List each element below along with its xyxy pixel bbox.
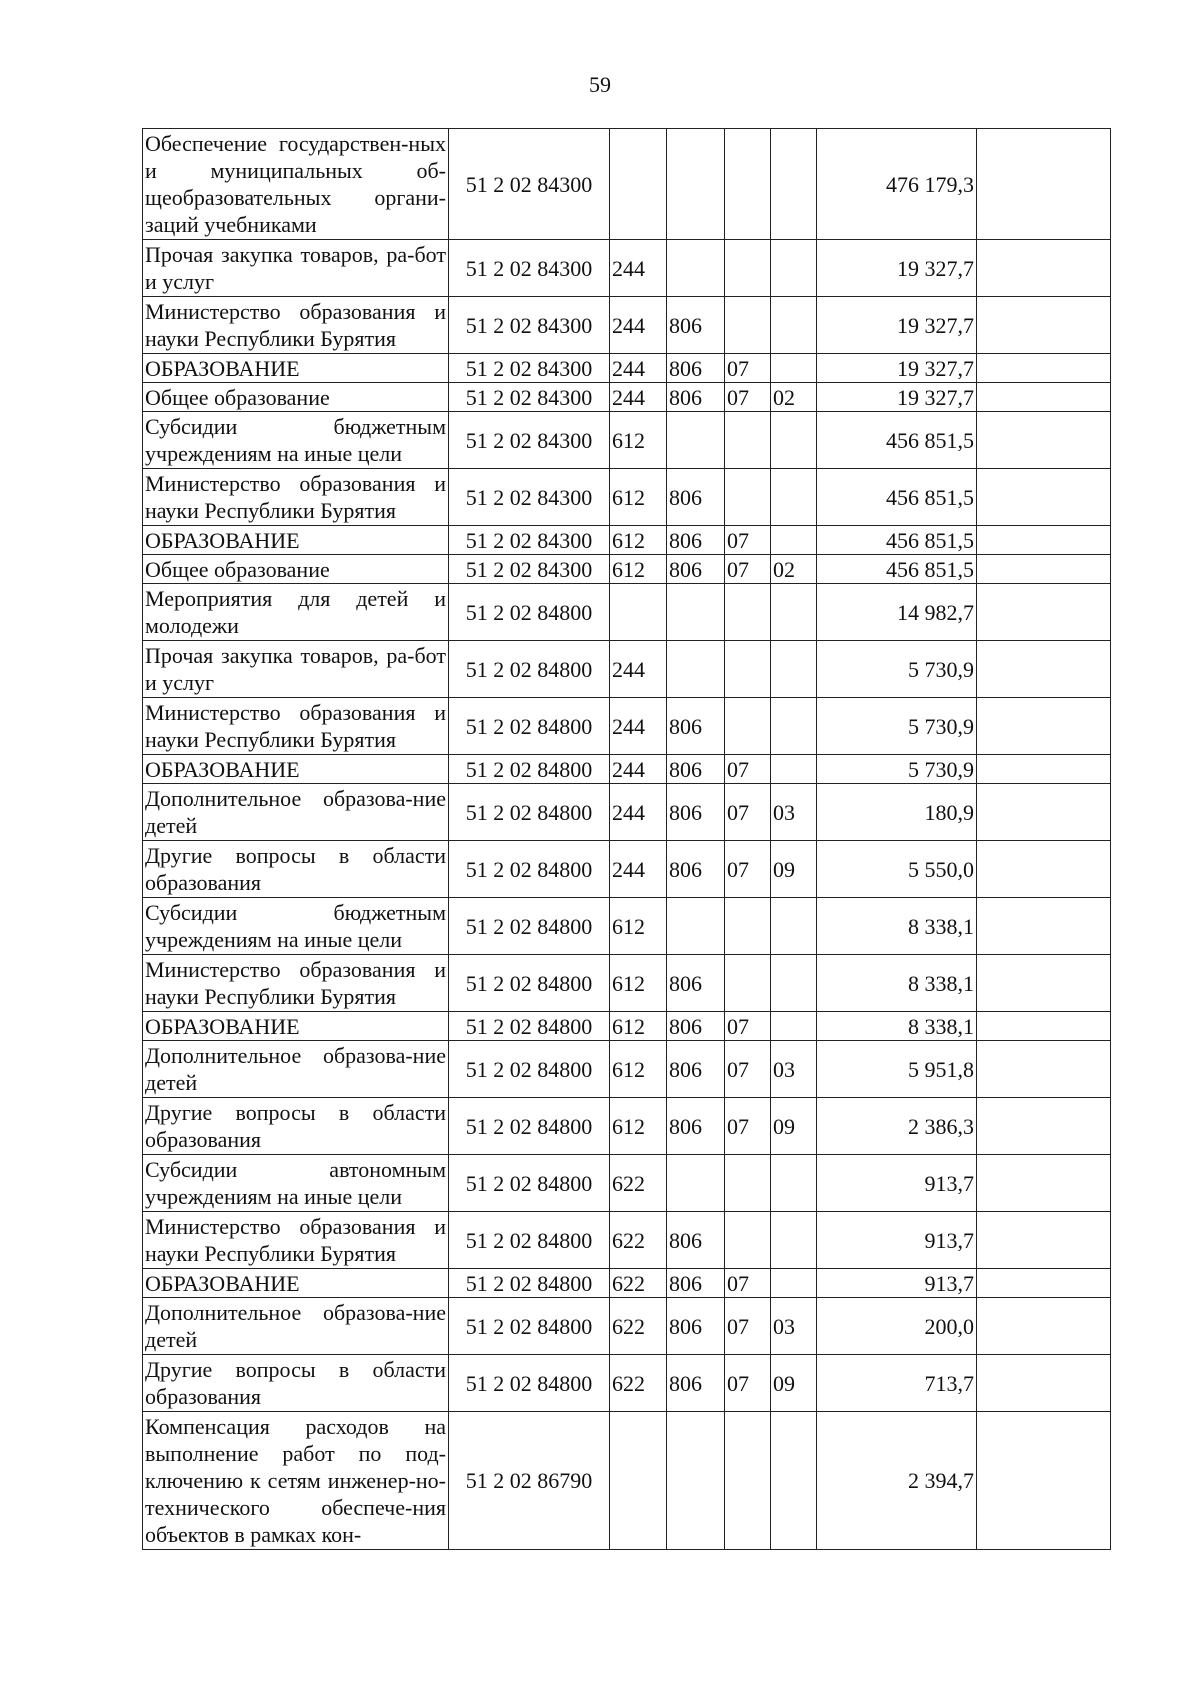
- row-expense-type: 612: [610, 1098, 667, 1155]
- row-name: Министерство образования и науки Республики Бурятия: [143, 469, 449, 526]
- row-section: [725, 641, 771, 698]
- row-name: ОБРАЗОВАНИЕ: [143, 755, 449, 784]
- row-expense-type: 612: [610, 555, 667, 584]
- row-amount: 456 851,5: [817, 555, 977, 584]
- row-expense-type: 622: [610, 1155, 667, 1212]
- row-name: ОБРАЗОВАНИЕ: [143, 1269, 449, 1298]
- row-amount: 19 327,7: [817, 240, 977, 297]
- row-extra: [977, 383, 1111, 412]
- row-name: Субсидии бюджетным учреждениям на иные цели: [143, 412, 449, 469]
- row-expense-type: 612: [610, 1041, 667, 1098]
- row-extra: [977, 755, 1111, 784]
- row-section: [725, 240, 771, 297]
- table-row: [143, 784, 1111, 841]
- row-subsection: [771, 1155, 817, 1212]
- row-target-article: 51 2 02 84300: [449, 412, 610, 469]
- row-target-article: 51 2 02 84800: [449, 1298, 610, 1355]
- row-department-code: [667, 1155, 725, 1212]
- row-subsection: 03: [771, 1041, 817, 1098]
- row-name: Субсидии автономным учреждениям на иные цели: [143, 1155, 449, 1212]
- row-expense-type: 612: [610, 412, 667, 469]
- table-row: [143, 584, 1111, 641]
- row-subsection: [771, 584, 817, 641]
- row-extra: [977, 129, 1111, 240]
- table-row: [143, 383, 1111, 412]
- row-extra: [977, 898, 1111, 955]
- row-name: Другие вопросы в области образования: [143, 1355, 449, 1412]
- table-row: [143, 297, 1111, 354]
- row-amount: 19 327,7: [817, 383, 977, 412]
- table-row: [143, 755, 1111, 784]
- row-subsection: [771, 526, 817, 555]
- row-amount: 713,7: [817, 1355, 977, 1412]
- row-name: ОБРАЗОВАНИЕ: [143, 1012, 449, 1041]
- row-section: 07: [725, 526, 771, 555]
- table-row: [143, 129, 1111, 240]
- row-name: Министерство образования и науки Республики Бурятия: [143, 1212, 449, 1269]
- row-target-article: 51 2 02 84300: [449, 354, 610, 383]
- row-department-code: [667, 898, 725, 955]
- row-department-code: 806: [667, 698, 725, 755]
- row-subsection: 09: [771, 1098, 817, 1155]
- row-department-code: [667, 129, 725, 240]
- row-department-code: 806: [667, 1041, 725, 1098]
- row-department-code: 806: [667, 383, 725, 412]
- row-department-code: 806: [667, 469, 725, 526]
- row-extra: [977, 354, 1111, 383]
- row-expense-type: 612: [610, 1012, 667, 1041]
- row-department-code: 806: [667, 297, 725, 354]
- row-expense-type: [610, 1412, 667, 1550]
- row-extra: [977, 240, 1111, 297]
- row-target-article: 51 2 02 84800: [449, 1041, 610, 1098]
- row-subsection: [771, 955, 817, 1012]
- row-name: Другие вопросы в области образования: [143, 841, 449, 898]
- row-department-code: 806: [667, 784, 725, 841]
- row-section: [725, 129, 771, 240]
- row-extra: [977, 1412, 1111, 1550]
- table-row: [143, 641, 1111, 698]
- row-extra: [977, 1012, 1111, 1041]
- row-target-article: 51 2 02 84800: [449, 1012, 610, 1041]
- row-section: 07: [725, 755, 771, 784]
- row-expense-type: [610, 584, 667, 641]
- row-expense-type: 622: [610, 1298, 667, 1355]
- row-subsection: [771, 898, 817, 955]
- row-section: 07: [725, 1041, 771, 1098]
- row-target-article: 51 2 02 84800: [449, 1155, 610, 1212]
- row-amount: 913,7: [817, 1155, 977, 1212]
- row-section: [725, 584, 771, 641]
- row-target-article: 51 2 02 84800: [449, 1212, 610, 1269]
- row-expense-type: 622: [610, 1212, 667, 1269]
- row-subsection: [771, 1269, 817, 1298]
- row-department-code: 806: [667, 1269, 725, 1298]
- row-subsection: 02: [771, 555, 817, 584]
- row-name: Компенсация расходов на выполнение работ по под-ключению к сетям инженер-но-технического обеспече-ния объектов в рамках кон-: [143, 1412, 449, 1550]
- row-extra: [977, 955, 1111, 1012]
- table-row: [143, 412, 1111, 469]
- row-name: Обеспечение государствен-ных и муниципальных об-щеобразовательных органи-заций учебниками: [143, 129, 449, 240]
- row-department-code: 806: [667, 1298, 725, 1355]
- row-target-article: 51 2 02 84800: [449, 1355, 610, 1412]
- row-amount: 5 550,0: [817, 841, 977, 898]
- row-expense-type: [610, 129, 667, 240]
- row-extra: [977, 555, 1111, 584]
- row-name: Общее образование: [143, 383, 449, 412]
- row-amount: 456 851,5: [817, 469, 977, 526]
- row-department-code: [667, 584, 725, 641]
- row-target-article: 51 2 02 84800: [449, 1098, 610, 1155]
- row-extra: [977, 526, 1111, 555]
- row-subsection: [771, 469, 817, 526]
- row-extra: [977, 1155, 1111, 1212]
- row-expense-type: 612: [610, 469, 667, 526]
- row-extra: [977, 1269, 1111, 1298]
- row-section: [725, 469, 771, 526]
- row-expense-type: 244: [610, 698, 667, 755]
- row-extra: [977, 1298, 1111, 1355]
- row-subsection: 02: [771, 383, 817, 412]
- table-row: [143, 1041, 1111, 1098]
- row-section: [725, 955, 771, 1012]
- row-expense-type: 612: [610, 898, 667, 955]
- row-target-article: 51 2 02 84300: [449, 240, 610, 297]
- row-name: Общее образование: [143, 555, 449, 584]
- row-department-code: [667, 412, 725, 469]
- table-row: [143, 1098, 1111, 1155]
- row-name: Прочая закупка товаров, ра-бот и услуг: [143, 240, 449, 297]
- table-row: [143, 1155, 1111, 1212]
- row-department-code: 806: [667, 1355, 725, 1412]
- table-row: [143, 698, 1111, 755]
- row-amount: 5 951,8: [817, 1041, 977, 1098]
- row-target-article: 51 2 02 84800: [449, 755, 610, 784]
- row-department-code: [667, 1412, 725, 1550]
- row-extra: [977, 1098, 1111, 1155]
- row-subsection: 03: [771, 784, 817, 841]
- row-name: Министерство образования и науки Республики Бурятия: [143, 698, 449, 755]
- row-section: 07: [725, 1098, 771, 1155]
- row-target-article: 51 2 02 84300: [449, 383, 610, 412]
- row-name: ОБРАЗОВАНИЕ: [143, 526, 449, 555]
- row-section: 07: [725, 841, 771, 898]
- row-department-code: 806: [667, 955, 725, 1012]
- row-amount: 8 338,1: [817, 898, 977, 955]
- row-subsection: 03: [771, 1298, 817, 1355]
- row-subsection: 09: [771, 1355, 817, 1412]
- row-department-code: 806: [667, 1212, 725, 1269]
- row-target-article: 51 2 02 84300: [449, 129, 610, 240]
- row-department-code: [667, 641, 725, 698]
- row-amount: 200,0: [817, 1298, 977, 1355]
- row-target-article: 51 2 02 84800: [449, 898, 610, 955]
- table-body: [143, 129, 1111, 1550]
- row-target-article: 51 2 02 84800: [449, 641, 610, 698]
- table-row: [143, 1412, 1111, 1550]
- row-name: Дополнительное образова-ние детей: [143, 784, 449, 841]
- row-amount: 19 327,7: [817, 297, 977, 354]
- row-amount: 913,7: [817, 1269, 977, 1298]
- row-extra: [977, 1212, 1111, 1269]
- row-expense-type: 612: [610, 526, 667, 555]
- row-extra: [977, 1041, 1111, 1098]
- row-name: ОБРАЗОВАНИЕ: [143, 354, 449, 383]
- row-section: 07: [725, 1269, 771, 1298]
- table-row: [143, 526, 1111, 555]
- row-expense-type: 244: [610, 755, 667, 784]
- row-section: 07: [725, 784, 771, 841]
- row-subsection: [771, 1212, 817, 1269]
- row-section: [725, 1155, 771, 1212]
- row-amount: 19 327,7: [817, 354, 977, 383]
- row-section: 07: [725, 1012, 771, 1041]
- row-amount: 14 982,7: [817, 584, 977, 641]
- row-department-code: 806: [667, 354, 725, 383]
- row-target-article: 51 2 02 84300: [449, 555, 610, 584]
- row-section: [725, 412, 771, 469]
- row-expense-type: 244: [610, 383, 667, 412]
- row-section: [725, 698, 771, 755]
- row-target-article: 51 2 02 84800: [449, 698, 610, 755]
- row-expense-type: 622: [610, 1269, 667, 1298]
- row-subsection: [771, 354, 817, 383]
- row-expense-type: 244: [610, 297, 667, 354]
- row-extra: [977, 412, 1111, 469]
- row-department-code: 806: [667, 555, 725, 584]
- row-subsection: [771, 755, 817, 784]
- row-amount: 2 394,7: [817, 1412, 977, 1550]
- row-target-article: 51 2 02 86790: [449, 1412, 610, 1550]
- row-section: 07: [725, 383, 771, 412]
- row-subsection: [771, 297, 817, 354]
- row-expense-type: 244: [610, 641, 667, 698]
- row-section: 07: [725, 354, 771, 383]
- row-subsection: [771, 412, 817, 469]
- table-row: [143, 354, 1111, 383]
- row-expense-type: 622: [610, 1355, 667, 1412]
- row-name: Министерство образования и науки Республики Бурятия: [143, 297, 449, 354]
- row-name: Другие вопросы в области образования: [143, 1098, 449, 1155]
- table-row: [143, 1269, 1111, 1298]
- row-target-article: 51 2 02 84800: [449, 841, 610, 898]
- row-amount: 2 386,3: [817, 1098, 977, 1155]
- row-subsection: [771, 698, 817, 755]
- row-amount: 5 730,9: [817, 641, 977, 698]
- row-target-article: 51 2 02 84800: [449, 584, 610, 641]
- row-extra: [977, 469, 1111, 526]
- row-name: Субсидии бюджетным учреждениям на иные цели: [143, 898, 449, 955]
- table-row: [143, 1212, 1111, 1269]
- row-name: Дополнительное образова-ние детей: [143, 1041, 449, 1098]
- table-row: [143, 1298, 1111, 1355]
- row-target-article: 51 2 02 84800: [449, 955, 610, 1012]
- row-expense-type: 244: [610, 354, 667, 383]
- row-department-code: 806: [667, 1098, 725, 1155]
- table-row: [143, 240, 1111, 297]
- row-subsection: [771, 1412, 817, 1550]
- row-department-code: 806: [667, 755, 725, 784]
- row-amount: 476 179,3: [817, 129, 977, 240]
- row-amount: 913,7: [817, 1212, 977, 1269]
- row-extra: [977, 1355, 1111, 1412]
- row-target-article: 51 2 02 84300: [449, 469, 610, 526]
- budget-table: [142, 128, 1111, 1550]
- row-subsection: 09: [771, 841, 817, 898]
- row-target-article: 51 2 02 84800: [449, 1269, 610, 1298]
- row-section: 07: [725, 1298, 771, 1355]
- row-section: [725, 1212, 771, 1269]
- row-name: Мероприятия для детей и молодежи: [143, 584, 449, 641]
- row-amount: 8 338,1: [817, 1012, 977, 1041]
- table-row: [143, 1355, 1111, 1412]
- row-extra: [977, 297, 1111, 354]
- row-subsection: [771, 240, 817, 297]
- row-section: [725, 297, 771, 354]
- row-department-code: 806: [667, 1012, 725, 1041]
- row-name: Министерство образования и науки Республики Бурятия: [143, 955, 449, 1012]
- row-section: [725, 898, 771, 955]
- row-expense-type: 244: [610, 240, 667, 297]
- row-subsection: [771, 641, 817, 698]
- page-number: 59: [589, 72, 611, 97]
- table-row: [143, 955, 1111, 1012]
- row-extra: [977, 841, 1111, 898]
- row-target-article: 51 2 02 84800: [449, 784, 610, 841]
- row-amount: 5 730,9: [817, 698, 977, 755]
- row-name: Прочая закупка товаров, ра-бот и услуг: [143, 641, 449, 698]
- row-expense-type: 244: [610, 841, 667, 898]
- row-extra: [977, 698, 1111, 755]
- row-name: Дополнительное образова-ние детей: [143, 1298, 449, 1355]
- row-extra: [977, 584, 1111, 641]
- row-subsection: [771, 1012, 817, 1041]
- row-amount: 456 851,5: [817, 526, 977, 555]
- table-row: [143, 1012, 1111, 1041]
- row-amount: 5 730,9: [817, 755, 977, 784]
- row-target-article: 51 2 02 84300: [449, 297, 610, 354]
- row-department-code: 806: [667, 526, 725, 555]
- row-section: 07: [725, 555, 771, 584]
- row-extra: [977, 784, 1111, 841]
- row-section: [725, 1412, 771, 1550]
- table-row: [143, 555, 1111, 584]
- table-row: [143, 469, 1111, 526]
- row-subsection: [771, 129, 817, 240]
- row-amount: 180,9: [817, 784, 977, 841]
- row-amount: 456 851,5: [817, 412, 977, 469]
- row-expense-type: 612: [610, 955, 667, 1012]
- row-section: 07: [725, 1355, 771, 1412]
- row-extra: [977, 641, 1111, 698]
- row-expense-type: 244: [610, 784, 667, 841]
- table-row: [143, 898, 1111, 955]
- row-target-article: 51 2 02 84300: [449, 526, 610, 555]
- row-department-code: 806: [667, 841, 725, 898]
- row-amount: 8 338,1: [817, 955, 977, 1012]
- row-department-code: [667, 240, 725, 297]
- table-row: [143, 841, 1111, 898]
